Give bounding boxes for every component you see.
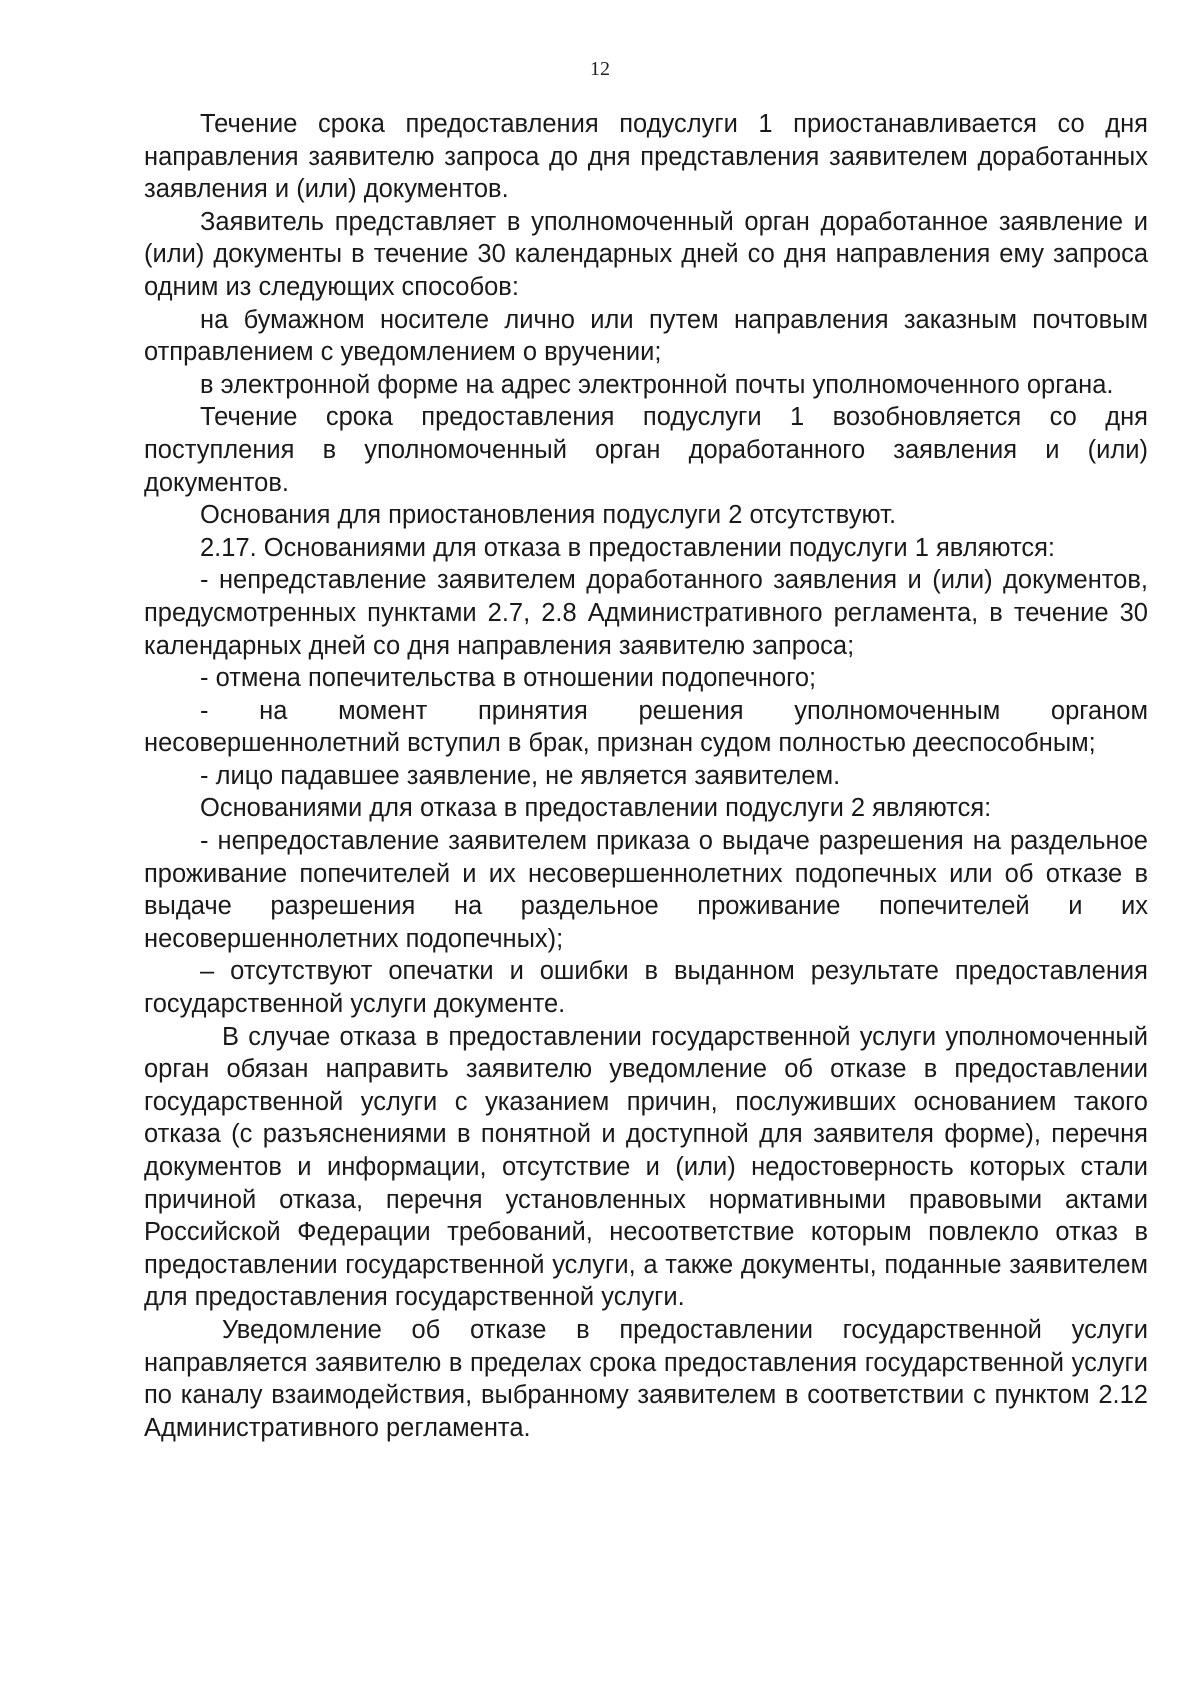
page-number: 12 bbox=[590, 58, 610, 80]
list-item-refusal-4: - лицо падавшее заявление, не является заявителем. bbox=[200, 761, 841, 790]
paragraph-suspension-start: Течение срока предоставления подуслуги 1 приостанавливается со дня направления заявителю запроса до дня представления заявителем доработанных заявления и (или) документов. bbox=[144, 110, 1148, 204]
list-item-refusal-3: - на момент принятия решения уполномоченным органом несовершеннолетний вступил в брак, признан судом полностью дееспособным; bbox=[144, 696, 1148, 758]
document-body bbox=[144, 108, 1148, 1444]
paragraph-no-suspension-2: Основания для приостановления подуслуги 2 отсутствуют. bbox=[200, 501, 897, 530]
paragraph-method-electronic: в электронной форме на адрес электронной почты уполномоченного органа. bbox=[200, 370, 1114, 399]
paragraph-notice-delivery: Уведомление об отказе в предоставлении государственной услуги направляется заявителю в пределах срока предоставления государственной услуги по каналу взаимодействия, выбранному заявителем в соответствии с пунктом 2.12 Административного регламента. bbox=[144, 1315, 1148, 1442]
paragraph-applicant-submits: Заявитель представляет в уполномоченный орган доработанное заявление и (или) документы в течение 30 календарных дней со дня направления ему запроса одним из следующих способов: bbox=[144, 207, 1148, 301]
list-item-refusal-2: - отмена попечительства в отношении подопечного; bbox=[200, 664, 817, 693]
paragraph-refusal-grounds-2: Основаниями для отказа в предоставлении подуслуги 2 являются: bbox=[200, 794, 992, 823]
paragraph-suspension-resume: Течение срока предоставления подуслуги 1 возобновляется со дня поступления в уполномоченный орган доработанного заявления и (или) документов. bbox=[144, 403, 1148, 497]
list-item-refusal-2-1: - непредоставление заявителем приказа о выдаче разрешения на раздельное проживание попечителей и их несовершеннолетних подопечных или об отказе в выдаче разрешения на раздельное проживание попечителей и их несовершеннолетних подопечных); bbox=[144, 827, 1148, 953]
list-item-refusal-2-2: – отсутствуют опечатки и ошибки в выданном результате предоставления государственной услуги документе. bbox=[144, 957, 1148, 1019]
paragraph-refusal-grounds-1: 2.17. Основаниями для отказа в предоставлении подуслуги 1 являются: bbox=[200, 533, 1056, 562]
paragraph-refusal-notice: В случае отказа в предоставлении государственной услуги уполномоченный орган обязан направить заявителю уведомление об отказе в предоставлении государственной услуги с указанием причин, послуживших основанием такого отказа (с разъяснениями в понятной и доступной для заявителя форме), перечня документов и информации, отсутствие и (или) недостоверность которых стали причиной отказа, перечня установленных нормативными правовыми актами Российской Федерации требований, несоответствие которым повлекло отказ в предоставлении государственной услуги, а также документы, поданные заявителем для предоставления государственной услуги. bbox=[144, 1022, 1148, 1312]
paragraph-method-paper: на бумажном носителе лично или путем направления заказным почтовым отправлением с уведомлением о вручении; bbox=[144, 305, 1148, 367]
list-item-refusal-1: - непредставление заявителем доработанного заявления и (или) документов, предусмотренных пунктами 2.7, 2.8 Административного регламента, в течение 30 календарных дней со дня направления заявителю запроса; bbox=[144, 566, 1148, 660]
